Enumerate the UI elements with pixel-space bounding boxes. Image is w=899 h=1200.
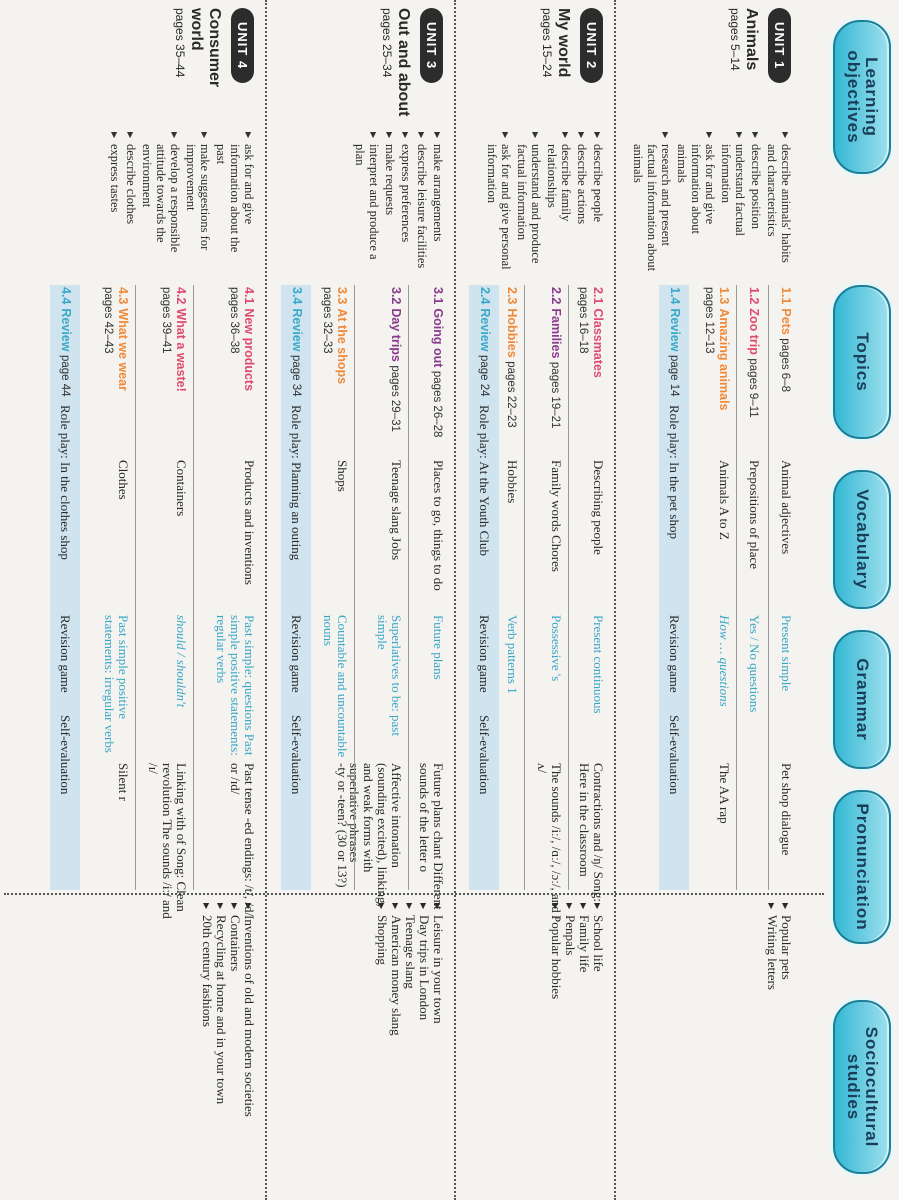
lesson-grammar: Verb patterns 1 [505,615,520,694]
header-learning-objectives: Learning objectives [833,20,891,174]
lesson-topic: 4.1New products pages 36–38 [228,287,256,392]
objective: ▶ describe leisure facilities [415,132,429,272]
unit-2-social [549,903,605,1173]
lesson-grammar: How … questions [717,615,732,707]
unit-2-review [469,285,499,890]
lesson-vocabulary: Products and inventions [242,460,257,585]
unit-title: Animals [743,8,760,71]
unit-badge: UNIT 2 [580,8,603,83]
unit-pages: pages 5–14 [728,8,742,71]
objective: ▶ make arrangements [431,132,445,272]
unit-1-label [728,8,791,123]
lesson-grammar: Present simple [779,615,794,692]
unit-3-objectives [351,132,445,272]
unit-1-social [765,903,793,1173]
objective: ▶ make requests [383,132,397,272]
review-game: Revision game [58,615,73,693]
social-item: ▶ Family life [577,903,591,1173]
header-pronunciation: Pronunciation [833,790,891,944]
review-roleplay: Role play: In the clothes shop [58,405,73,560]
review-self-evaluation: Self-evaluation [289,715,304,795]
lesson-topic: 2.3Hobbies pages 22–23 [505,287,519,428]
objective: ▶ interpret and produce a plan [353,132,381,272]
lesson-vocabulary: Places to go, things to do [431,460,446,591]
lesson-vocabulary: Describing people [591,460,606,555]
objective: ▶ understand factual information [719,132,747,272]
unit-4-objectives [106,132,256,272]
lesson-grammar: Past simple positive statements: irregular verbs [102,615,131,753]
social-item: ▶ Popular pets [779,903,793,1173]
unit-4-row [12,0,262,1200]
social-item: ▶ Teenage slang [403,903,417,1173]
objective: ▶ understand and produce factual information [515,132,543,272]
lesson-divider [135,285,136,890]
lesson-divider [354,285,355,890]
unit-title: Consumer world [188,8,223,88]
header-sociocultural-studies: Sociocultural studies [833,1000,891,1174]
review-game: Revision game [477,615,492,693]
social-item: ▶ American money slang [389,903,403,1173]
social-item: ▶ Penpals [563,903,577,1173]
header-grammar: Grammar [833,630,891,769]
unit-1-review [659,285,689,890]
social-item: ▶ Recycling at home and in your town [214,903,228,1173]
lesson-topic: 3.3At the shops pages 32–33 [321,287,349,385]
review-roleplay: Role play: Planning an outing [289,405,304,561]
review-self-evaluation: Self-evaluation [477,715,492,795]
lesson-divider [568,285,569,890]
objective: ▶ describe people [591,132,605,272]
unit-2-label [540,8,603,123]
unit-title: My world [555,8,572,78]
review-topic: 4.4Review page 44 [59,287,73,397]
unit-3-label [380,8,443,123]
unit-badge: UNIT 1 [768,8,791,83]
unit-1-row [619,0,799,1200]
lesson-pronunciation: Affective intonation (sounding excited), linking, and weak forms with superlative phrases [347,763,404,907]
lesson-divider [736,285,737,890]
social-item: ▶ Leisure in your town [431,903,445,1173]
unit-4-label [173,8,254,123]
lesson-topic: 1.1Pets pages 6–8 [779,287,793,392]
lesson-pronunciation: Silent r [116,763,131,801]
review-self-evaluation: Self-evaluation [667,715,682,795]
unit-title: Out and about [395,8,412,117]
lesson-vocabulary: Animals A to Z [717,460,732,540]
lesson-grammar: should / shouldn't [174,615,189,708]
objective: ▶ ask for and give information about animals [675,132,717,272]
lesson-vocabulary: Animal adjectives [779,460,794,555]
lesson-grammar: Future plans [431,615,446,680]
lesson-grammar: Superlatives to be: past simple [375,615,404,736]
unit-2-row [461,0,611,1200]
lesson-pronunciation: The AA rap [717,763,732,824]
review-topic: 2.4Review page 24 [478,287,492,397]
lesson-topic: 1.2Zoo trip pages 9–11 [747,287,761,418]
objective: ▶ develop a responsible attitude towards the environment [140,132,182,272]
lesson-topic: 4.3What we wear pages 42–43 [102,287,130,392]
lesson-pronunciation: Contractions and /ŋ/ Song: Here in the classroom [577,763,606,902]
lesson-grammar: Countable and uncountable nouns [321,615,350,758]
unit-3-row [271,0,451,1200]
unit-badge: UNIT 4 [231,8,254,83]
lesson-topic: 2.2Families pages 19–21 [549,287,563,429]
unit-3-review [281,285,311,890]
objective: ▶ research and present factual information about animals [631,132,673,272]
objective: ▶ ask for and give information about the past [214,132,256,272]
lesson-topic: 3.1Going out pages 26–28 [431,287,445,438]
lesson-divider [768,285,769,890]
objective: ▶ describe animals' habits and characteristics [765,132,793,272]
header-vocabulary: Vocabulary [833,470,891,609]
objective: ▶ express preferences [399,132,413,272]
unit-4-review [50,285,80,890]
objective: ▶ ask for and give personal information [485,132,513,272]
social-item: ▶ School life [591,903,605,1173]
social-item: ▶ Shopping [375,903,389,1173]
review-game: Revision game [667,615,682,693]
lesson-divider [524,285,525,890]
objective: ▶ describe clothes [124,132,138,272]
objective: ▶ express tastes [108,132,122,272]
unit-pages: pages 15–24 [540,8,554,78]
social-item: ▶ Popular hobbies [549,903,563,1173]
lesson-topic: 1.3Amazing animals pages 12–13 [703,287,731,411]
lesson-pronunciation: Past tense -ed endings: /t/, /d/ or /ɪd/ [228,763,257,917]
lesson-vocabulary: Shops [335,460,350,492]
unit-separator [614,0,616,1200]
social-item: ▶ Day trips in London [417,903,431,1173]
header-topics: Topics [833,285,891,439]
unit-separator [454,0,456,1200]
lesson-vocabulary: Clothes [116,460,131,500]
lesson-divider [408,285,409,890]
lesson-vocabulary: Prepositions of place [747,460,762,570]
unit-4-social [200,903,256,1173]
lesson-grammar: Past simple: questions Past simple positive statements: regular verbs [214,615,257,756]
lesson-pronunciation: Pet shop dialogue [779,763,794,856]
lesson-grammar: Present continuous [591,615,606,714]
lesson-pronunciation: Future plans chant Different sounds of the letter o [417,763,446,910]
lesson-vocabulary: Hobbies [505,460,520,504]
column-headers [829,0,899,1200]
lesson-pronunciation: -ty or -teen? (30 or 13?) [335,763,350,888]
objective: ▶ describe actions [575,132,589,272]
unit-pages: pages 25–34 [380,8,394,78]
social-item: ▶ Writing letters [765,903,779,1173]
review-roleplay: Role play: At the Youth Club [477,405,492,556]
social-item: ▶ Inventions of old and modern societies [242,903,256,1173]
review-topic: 1.4Review page 14 [668,287,682,397]
lesson-topic: 4.2What a waste! pages 39–41 [160,287,188,392]
lesson-vocabulary: Teenage slang Jobs [389,460,404,561]
lesson-grammar: Yes / No questions [747,615,762,713]
lesson-topic: 2.1Classmates pages 16–18 [577,287,605,378]
unit-separator [265,0,267,1200]
unit-pages: pages 35–44 [173,8,187,78]
social-item: ▶ Containers [228,903,242,1173]
lesson-1-3 [691,285,731,1200]
objective: ▶ describe position [749,132,763,272]
unit-3-social [375,903,445,1173]
lesson-topic: 3.2Day trips pages 29–31 [389,287,403,432]
lesson-vocabulary: Containers [174,460,189,517]
unit-badge: UNIT 3 [420,8,443,83]
review-roleplay: Role play: In the pet shop [667,405,682,539]
lesson-pronunciation: The sounds /iː/, /ɑː/, /ɔː/, and /ʌ/ [535,763,564,920]
review-topic: 3.4Review page 34 [290,287,304,397]
social-item: ▶ 20th century fashions [200,903,214,1173]
objective: ▶ make suggestions for improvement [184,132,212,272]
lesson-pronunciation: Linking with of Song: Clean revolution The sounds /iː/ and /ɪ/ [146,763,189,919]
unit-1-objectives [629,132,793,272]
lesson-divider [193,285,194,890]
lesson-grammar: Possessive 's [549,615,564,682]
review-self-evaluation: Self-evaluation [58,715,73,795]
unit-2-objectives [483,132,605,272]
lesson-vocabulary: Family words Chores [549,460,564,572]
review-game: Revision game [289,615,304,693]
objective: ▶ describe family relationships [545,132,573,272]
